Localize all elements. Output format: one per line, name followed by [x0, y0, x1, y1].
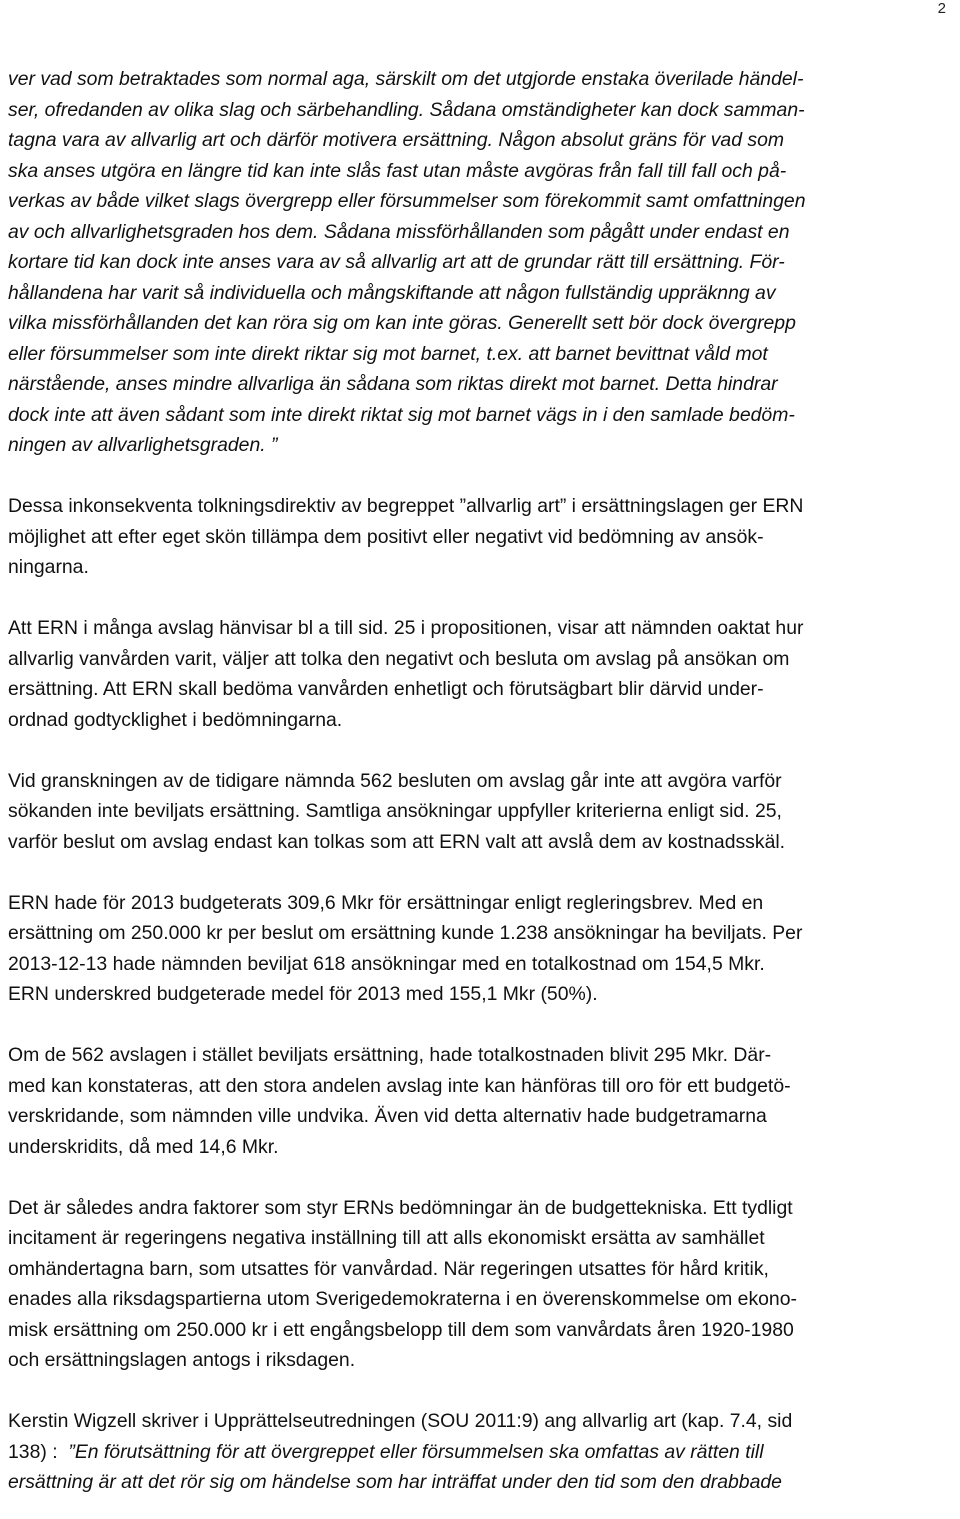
quote-line: tagna vara av allvarlig art och därför motivera ersättning. Någon absolut gräns för vad som [8, 129, 785, 151]
paragraph-line: Att ERN i många avslag hänvisar bl a till sid. 25 i propositionen, visar att nämnden oaktat hur [8, 617, 804, 639]
quote-line: ningen av allvarlighetsgraden. ” [8, 434, 278, 456]
quote-line: av och allvarlighetsgraden hos dem. Sådana missförhållanden som pågått under endast en [8, 220, 790, 243]
paragraph-line: och ersättningslagen antogs i riksdagen. [8, 1349, 356, 1371]
paragraph-line: enades alla riksdagspartierna utom Sverigedemokraterna i en överenskommelse om ekono- [8, 1288, 797, 1310]
quote-start: ”En förutsättning för att övergreppet eller försummelsen ska omfattas av rätten till [68, 1440, 764, 1463]
paragraph-line: misk ersättning om 250.000 kr i ett engångsbelopp till dem som vanvårdats åren 1920-1980 [8, 1318, 794, 1341]
paragraph-line: ERN hade för 2013 budgeterats 309,6 Mkr för ersättningar enligt regleringsbrev. Med en [8, 891, 764, 914]
paragraph-line: 2013-12-13 hade nämnden beviljat 618 ansökningar med en totalkostnad om 154,5 Mkr. [8, 952, 765, 975]
quote-line: eller försummelser som inte direkt riktar sig mot barnet, t.ex. att barnet bevittnat våld mot [8, 342, 768, 365]
paragraph-line: Kerstin Wigzell skriver i Upprättelseutredningen (SOU 2011:9) ang allvarlig art (kap. 7.4, sid [8, 1410, 793, 1432]
paragraph-line: med kan konstateras, att den stora andelen avslag inte kan hänföras till oro för ett budgetö- [8, 1074, 791, 1097]
paragraph-line: Vid granskningen av de tidigare nämnda 562 besluten om avslag går inte att avgöra varför [8, 769, 782, 792]
quote-line: dock inte att även sådant som inte direkt riktat sig mot barnet vägs in i den samlade bedöm- [8, 403, 795, 426]
paragraph-line: incitament är regeringens negativa inställning till att alls ekonomiskt ersätta av samhället [8, 1227, 765, 1249]
paragraph-budget-2013 [8, 888, 952, 1010]
paragraph-line: ERN underskred budgeterade medel för 2013 med 155,1 Mkr (50%). [8, 983, 598, 1005]
paragraph-line: ersättning om 250.000 kr per beslut om ersättning kunde 1.238 ansökningar ha beviljats. Per [8, 922, 803, 944]
paragraph-line: allvarlig vanvården varit, väljer att tolka den negativt och besluta om avslag på ansökan om [8, 647, 790, 670]
paragraph-line: Om de 562 avslagen i stället beviljats ersättning, hade totalkostnaden blivit 295 Mkr. Där- [8, 1044, 772, 1066]
page-number: 2 [937, 0, 946, 17]
paragraph-wigzell-quote [8, 1406, 952, 1498]
paragraph-line: ersättning är att det rör sig om händelse som har inträffat under den tid som den drabbade [8, 1471, 782, 1493]
document-body [8, 64, 952, 1498]
paragraph-line: ordnad godtycklighet i bedömningarna. [8, 708, 343, 731]
paragraph-line: möjlighet att efter eget skön tillämpa dem positivt eller negativt vid bedömning av ansök- [8, 525, 764, 548]
paragraph-line: Det är således andra faktorer som styr ERNs bedömningar än de budgettekniska. Ett tydligt [8, 1196, 793, 1219]
paragraph-line: Dessa inkonsekventa tolkningsdirektiv av begreppet ”allvarlig art” i ersättningslagen ger ERN [8, 495, 804, 517]
quote-line: närstående, anses mindre allvarliga än sådana som riktas direkt mot barnet. Detta hindrar [8, 373, 778, 395]
paragraph-other-factors [8, 1193, 952, 1376]
quote-line: ver vad som betraktades som normal aga, särskilt om det utgjorde enstaka överilade händel- [8, 68, 804, 90]
paragraph-alternative-cost [8, 1040, 952, 1162]
paragraph-line: underskridits, då med 14,6 Mkr. [8, 1135, 279, 1158]
paragraph-inconsistent-directives [8, 491, 952, 583]
paragraph-line: varför beslut om avslag endast kan tolkas som att ERN valt att avslå dem av kostnadsskäl. [8, 830, 786, 853]
quote-line: ser, ofredanden av olika slag och särbehandling. Sådana omständigheter kan dock samman- [8, 98, 805, 121]
paragraph-line [8, 1437, 952, 1468]
quote-block [8, 64, 952, 461]
quote-line: ska anses utgöra en längre tid kan inte slås fast utan måste avgöras från fall till fall och på- [8, 159, 787, 182]
paragraph-review-562 [8, 766, 952, 858]
quote-line: vilka missförhållanden det kan röra sig om kan inte göras. Generellt sett bör dock övergrepp [8, 312, 796, 334]
paragraph-line: omhändertagna barn, som utsattes för vanvårdad. När regeringen utsattes för hård kritik, [8, 1257, 769, 1280]
paragraph-line: sökanden inte beviljats ersättning. Samtliga ansökningar uppfyller kriterierna enligt sid. 25, [8, 800, 782, 822]
quote-line: verkas av både vilket slags övergrepp eller försummelser som förekommit samt omfattningen [8, 190, 806, 212]
paragraph-line: verskridande, som nämnden ville undvika. Även vid detta alternativ hade budgetramarna [8, 1105, 767, 1127]
paragraph-ern-rejections [8, 613, 952, 735]
paragraph-line: ersättning. Att ERN skall bedöma vanvården enhetligt och förutsägbart blir därvid under- [8, 678, 764, 700]
paragraph-line: ningarna. [8, 556, 89, 578]
reference-prefix: 138) : [8, 1440, 69, 1463]
quote-line: hållandena har varit så individuella och mångskiftande att någon fullständig uppräknng av [8, 281, 776, 304]
quote-line: kortare tid kan dock inte anses vara av så allvarlig art att de grundar rätt till ersättning. För- [8, 251, 785, 273]
